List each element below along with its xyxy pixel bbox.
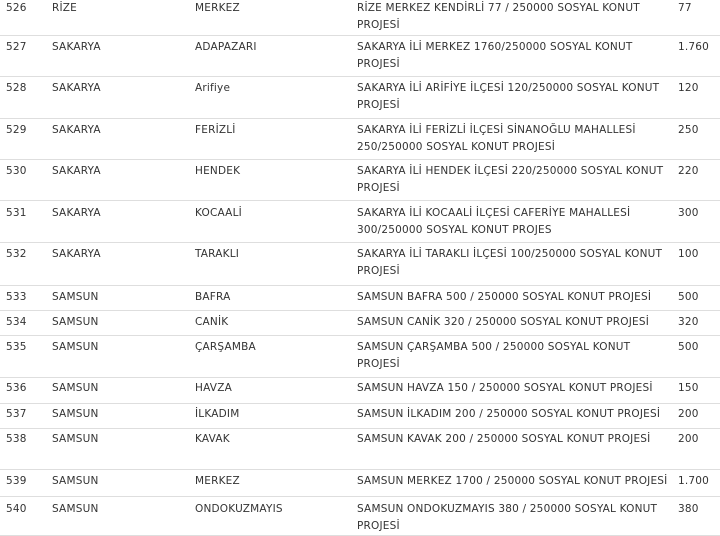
project-cell — [357, 122, 673, 156]
city-cell: SAMSUN — [52, 475, 99, 487]
housing-count-cell: 220 — [678, 165, 699, 177]
project-cell — [357, 246, 673, 280]
project-cell — [357, 380, 673, 397]
district-cell: MERKEZ — [195, 2, 240, 14]
housing-count-cell: 77 — [678, 2, 692, 14]
housing-count-cell: 500 — [678, 291, 699, 303]
project-line: PROJESİ — [357, 182, 400, 194]
table-row — [0, 119, 720, 160]
district-cell: HAVZA — [195, 382, 232, 394]
project-line: SAKARYA İLİ KOCAALİ İLÇESİ CAFERİYE MAHALLESİ — [357, 207, 631, 219]
project-cell — [357, 205, 673, 239]
district-cell: KOCAALİ — [195, 207, 242, 219]
project-line: PROJESİ — [357, 99, 400, 111]
district-cell: MERKEZ — [195, 475, 240, 487]
table-row — [0, 336, 720, 378]
project-line: SAMSUN ÇARŞAMBA 500 / 250000 SOSYAL KONUT — [357, 341, 631, 353]
city-cell: SAMSUN — [52, 291, 99, 303]
table-row — [0, 378, 720, 404]
housing-count-cell: 380 — [678, 503, 699, 515]
row-number: 527 — [6, 41, 27, 53]
row-number: 538 — [6, 433, 27, 445]
project-line: SAMSUN KAVAK 200 / 250000 SOSYAL KONUT PROJESİ — [357, 433, 651, 445]
district-cell: ADAPAZARI — [195, 41, 257, 53]
table-row — [0, 470, 720, 497]
housing-count-cell: 320 — [678, 316, 699, 328]
row-number: 532 — [6, 248, 27, 260]
district-cell: KAVAK — [195, 433, 230, 445]
table-row — [0, 497, 720, 536]
project-cell — [357, 163, 673, 197]
city-cell: SAKARYA — [52, 82, 101, 94]
project-line: SAMSUN HAVZA 150 / 250000 SOSYAL KONUT PROJESİ — [357, 382, 653, 394]
housing-count-cell: 300 — [678, 207, 699, 219]
table-row — [0, 201, 720, 243]
project-cell — [357, 289, 673, 306]
housing-count-cell: 1.760 — [678, 41, 710, 53]
district-cell: İLKADIM — [195, 408, 240, 420]
district-cell: BAFRA — [195, 291, 231, 303]
city-cell: RİZE — [52, 2, 78, 14]
project-line: SAKARYA İLİ TARAKLI İLÇESİ 100/250000 SOSYAL KONUT — [357, 248, 663, 260]
project-cell — [357, 314, 673, 331]
project-line: PROJESİ — [357, 358, 400, 370]
city-cell: SAMSUN — [52, 408, 99, 420]
city-cell: SAKARYA — [52, 248, 101, 260]
district-cell: FERİZLİ — [195, 124, 236, 136]
row-number: 529 — [6, 124, 27, 136]
district-cell: Arifiye — [195, 82, 231, 94]
city-cell: SAMSUN — [52, 316, 99, 328]
row-number: 528 — [6, 82, 27, 94]
district-cell: CANİK — [195, 316, 229, 328]
project-cell — [357, 473, 673, 490]
table-row — [0, 77, 720, 119]
project-line: SAKARYA İLİ MERKEZ 1760/250000 SOSYAL KONUT — [357, 41, 633, 53]
housing-count-cell: 100 — [678, 248, 699, 260]
project-line: PROJESİ — [357, 19, 400, 31]
project-line: SAMSUN ONDOKUZMAYIS 380 / 250000 SOSYAL KONUT — [357, 503, 658, 515]
row-number: 530 — [6, 165, 27, 177]
row-number: 540 — [6, 503, 27, 515]
row-number: 539 — [6, 475, 27, 487]
table-row — [0, 0, 720, 36]
project-line: SAKARYA İLİ HENDEK İLÇESİ 220/250000 SOSYAL KONUT — [357, 165, 664, 177]
row-number: 537 — [6, 408, 27, 420]
housing-count-cell: 500 — [678, 341, 699, 353]
housing-count-cell: 120 — [678, 82, 699, 94]
row-number: 531 — [6, 207, 27, 219]
project-cell — [357, 406, 673, 423]
project-cell — [357, 0, 673, 34]
city-cell: SAKARYA — [52, 41, 101, 53]
project-cell — [357, 339, 673, 373]
district-cell: ÇARŞAMBA — [195, 341, 256, 353]
row-number: 536 — [6, 382, 27, 394]
housing-count-cell: 200 — [678, 408, 699, 420]
project-cell — [357, 431, 673, 448]
project-line: SAKARYA İLİ ARİFİYE İLÇESİ 120/250000 SOSYAL KONUT — [357, 82, 660, 94]
project-cell — [357, 39, 673, 73]
table-row — [0, 286, 720, 311]
project-line: RİZE MERKEZ KENDİRLİ 77 / 250000 SOSYAL KONUT — [357, 2, 640, 14]
housing-count-cell: 150 — [678, 382, 699, 394]
project-line: PROJESİ — [357, 265, 400, 277]
city-cell: SAMSUN — [52, 433, 99, 445]
city-cell: SAKARYA — [52, 165, 101, 177]
table-row — [0, 36, 720, 77]
housing-count-cell: 1.700 — [678, 475, 710, 487]
district-cell: HENDEK — [195, 165, 241, 177]
housing-count-cell: 250 — [678, 124, 699, 136]
project-line: SAMSUN BAFRA 500 / 250000 SOSYAL KONUT PROJESİ — [357, 291, 652, 303]
row-number: 534 — [6, 316, 27, 328]
project-line: SAMSUN CANİK 320 / 250000 SOSYAL KONUT PROJESİ — [357, 316, 650, 328]
project-line: SAMSUN MERKEZ 1700 / 250000 SOSYAL KONUT PROJESİ — [357, 475, 668, 487]
city-cell: SAKARYA — [52, 207, 101, 219]
row-number: 533 — [6, 291, 27, 303]
table-row — [0, 243, 720, 286]
project-line: 300/250000 SOSYAL KONUT PROJES — [357, 224, 552, 236]
district-cell: ONDOKUZMAYIS — [195, 503, 283, 515]
project-cell — [357, 80, 673, 114]
project-line: SAMSUN İLKADIM 200 / 250000 SOSYAL KONUT PROJESİ — [357, 408, 661, 420]
project-line: SAKARYA İLİ FERİZLİ İLÇESİ SİNANOĞLU MAHALLESİ — [357, 124, 636, 136]
project-line: PROJESİ — [357, 520, 400, 532]
project-line: 250/250000 SOSYAL KONUT PROJESİ — [357, 141, 556, 153]
row-number: 535 — [6, 341, 27, 353]
city-cell: SAMSUN — [52, 341, 99, 353]
housing-count-cell: 200 — [678, 433, 699, 445]
city-cell: SAMSUN — [52, 382, 99, 394]
project-cell — [357, 501, 673, 535]
row-number: 526 — [6, 2, 27, 14]
city-cell: SAMSUN — [52, 503, 99, 515]
table-row — [0, 160, 720, 201]
district-cell: TARAKLI — [195, 248, 240, 260]
city-cell: SAKARYA — [52, 124, 101, 136]
table-row — [0, 404, 720, 429]
table-row — [0, 311, 720, 336]
project-line: PROJESİ — [357, 58, 400, 70]
table-row — [0, 429, 720, 470]
